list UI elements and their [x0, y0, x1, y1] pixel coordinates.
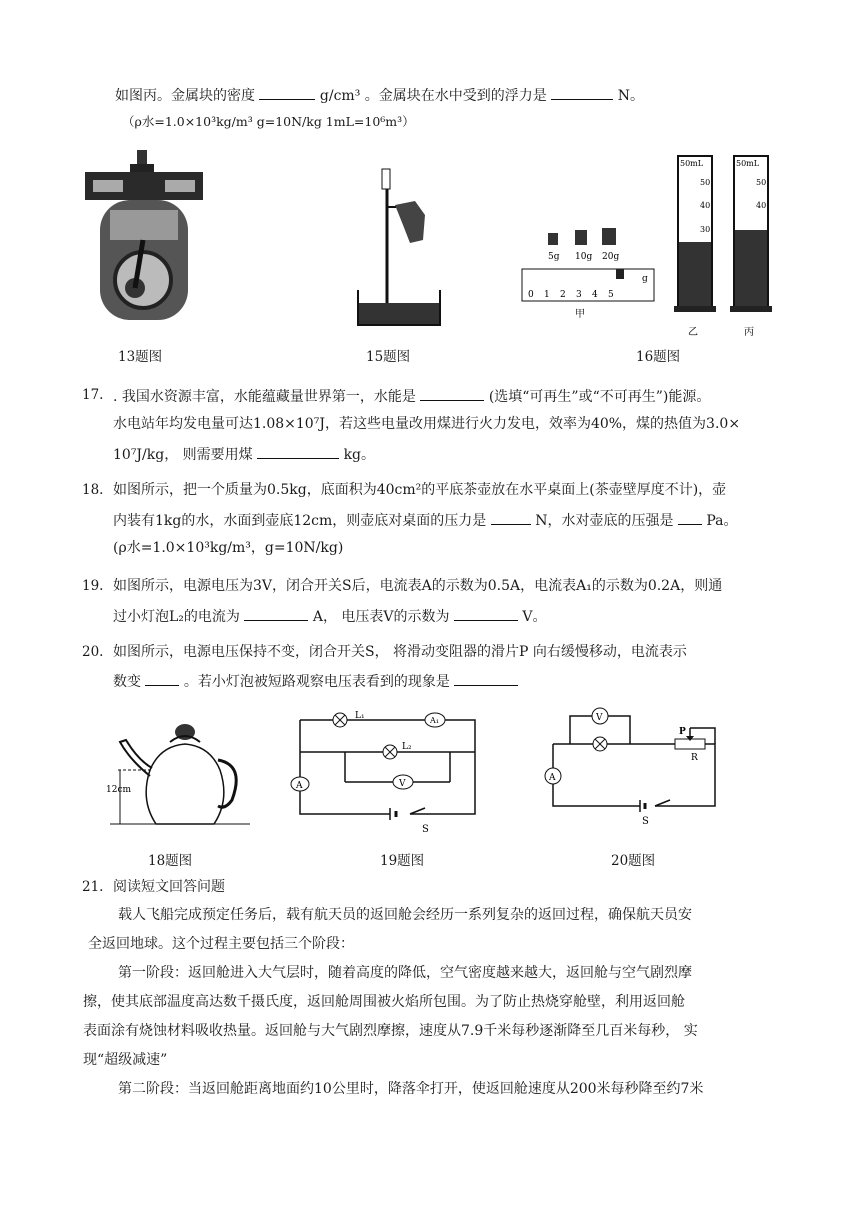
cylinder-label: 50mL — [680, 159, 704, 168]
label-V: V — [399, 779, 406, 789]
text: 10⁷J/kg， 则需要用煤 — [113, 447, 253, 463]
q21-p2b: 擦，使其底部温度高达数千摄氏度，返回舱周围被火焰所包围。为了防止热烧穿舱壁，利用返回舱 — [83, 994, 685, 1010]
text: N。 — [617, 88, 644, 104]
cylinder-mark: 40 — [700, 201, 711, 210]
label-L1: L₁ — [355, 711, 365, 721]
ruler-tick: 1 — [544, 290, 550, 300]
label-S: S — [422, 824, 429, 835]
height-label: 12cm — [106, 785, 132, 795]
label-L2: L₂ — [402, 742, 412, 752]
label-V: V — [596, 713, 603, 723]
text: . 我国水资源丰富，水能蕴藏量世界第一，水能是 — [113, 389, 416, 405]
ruler-tick: 3 — [576, 290, 582, 300]
label-S: S — [642, 816, 649, 827]
label-A: A — [549, 773, 556, 783]
cylinder-mark: 50 — [756, 178, 767, 187]
question-number: 17. — [82, 387, 104, 403]
text: 内装有1kg的水，水面到壶底12cm，则壶底对桌面的压力是 — [113, 513, 487, 529]
q20-line2 — [113, 671, 518, 691]
text: N，水对壶底的压强是 — [535, 513, 674, 529]
answer-blank[interactable] — [491, 510, 531, 525]
text: kg。 — [343, 447, 376, 463]
answer-blank[interactable] — [454, 671, 518, 686]
weight-label: 10g — [575, 252, 593, 262]
q21-p1a: 载人飞船完成预定任务后，载有航天员的返回舱会经历一系列复杂的返回过程，确保航天员安 — [118, 907, 692, 923]
question-number: 21. — [82, 879, 104, 895]
label-P: P — [679, 727, 686, 737]
answer-blank[interactable] — [145, 671, 179, 686]
fig18-teapot-diagram — [106, 710, 250, 835]
q17-line1 — [113, 386, 710, 406]
answer-blank[interactable] — [244, 606, 308, 621]
text: (选填“可再生”或“不可再生”)能源。 — [488, 389, 711, 405]
q21-title: 阅读短文回答问题 — [113, 879, 225, 895]
q21-p2c: 表面涂有烧蚀材料吸收热量。返回舱与大气剧烈摩擦，速度从7.9千米每秒逐渐降至几百米每秒， 实 — [83, 1023, 698, 1039]
answer-blank[interactable] — [551, 85, 613, 100]
text: 。若小灯泡被短路观察电压表看到的现象是 — [183, 674, 450, 690]
cylinder-mark: 50 — [700, 178, 711, 187]
caption-16: 16题图 — [636, 349, 681, 365]
q17-line3 — [113, 444, 375, 464]
fig13-engine-diagram — [85, 150, 205, 335]
q16-line1 — [115, 85, 644, 105]
label-bing: 丙 — [744, 327, 754, 338]
text: 如图丙。金属块的密度 — [115, 88, 255, 104]
q16-constants: （ρ水=1.0×10³kg/m³ g=10N/kg 1mL=10⁶m³） — [122, 114, 415, 129]
question-number: 20. — [82, 644, 104, 660]
weight-label: 20g — [602, 252, 620, 262]
ruler-tick: 4 — [592, 290, 598, 300]
fig16-balance-diagram — [520, 225, 660, 320]
q21-p2d: 现“超级减速” — [83, 1052, 168, 1068]
q18-line2 — [113, 510, 738, 530]
answer-blank[interactable] — [257, 444, 339, 459]
q17-line2: 水电站年均发电量可达1.08×10⁷J，若这些电量改用煤进行火力发电，效率为40%，煤的热值为3.0× — [113, 416, 741, 432]
label-A1: A₁ — [430, 716, 439, 725]
text: Pa。 — [706, 513, 738, 529]
ruler-unit: g — [642, 274, 648, 284]
q20-line1: 如图所示，电源电压保持不变，闭合开关S， 将滑动变阻器的滑片P 向右缓慢移动，电流表示 — [113, 644, 687, 660]
q21-p3a: 第二阶段：当返回舱距离地面约10公里时，降落伞打开，使返回舱速度从200米每秒降至约7米 — [118, 1081, 704, 1097]
answer-blank[interactable] — [259, 85, 315, 100]
question-number: 18. — [82, 482, 104, 498]
text: 过小灯泡L₂的电流为 — [113, 609, 240, 625]
ruler-tick: 0 — [528, 290, 534, 300]
ruler-tick: 5 — [608, 290, 614, 300]
label-A: A — [296, 781, 303, 791]
caption-20: 20题图 — [611, 853, 656, 869]
fig15-stand-diagram — [355, 165, 445, 330]
label-yi: 乙 — [688, 327, 698, 338]
q19-line2 — [113, 606, 547, 626]
caption-18: 18题图 — [148, 853, 193, 869]
text: V。 — [522, 609, 547, 625]
fig16-cylinder-bing — [730, 150, 772, 340]
label-R: R — [691, 753, 698, 763]
ruler-tick: 2 — [560, 290, 566, 300]
cylinder-mark: 30 — [700, 225, 711, 234]
fig19-circuit-diagram — [290, 712, 485, 837]
weight-label: 5g — [548, 252, 560, 262]
caption-15: 15题图 — [366, 349, 411, 365]
answer-blank[interactable] — [454, 606, 518, 621]
q19-line1: 如图所示，电源电压为3V，闭合开关S后，电流表A的示数为0.5A，电流表A₁的示数为0.2A，则通 — [113, 578, 723, 594]
unit: g/cm³ — [319, 88, 361, 104]
text: A， 电压表V的示数为 — [312, 609, 450, 625]
q21-p2a: 第一阶段：返回舱进入大气层时，随着高度的降低，空气密度越来越大，返回舱与空气剧烈摩 — [118, 965, 692, 981]
cylinder-mark: 40 — [756, 201, 767, 210]
q21-p1b: 全返回地球。这个过程主要包括三个阶段： — [88, 936, 354, 952]
cylinder-label: 50mL — [736, 159, 760, 168]
answer-blank[interactable] — [420, 386, 484, 401]
caption-19: 19题图 — [380, 853, 425, 869]
fig16-cylinder-yi — [674, 150, 716, 340]
fig20-circuit-diagram — [545, 706, 725, 831]
caption-13: 13题图 — [118, 349, 163, 365]
text: 数变 — [113, 674, 141, 690]
text: 。金属块在水中受到的浮力是 — [364, 88, 547, 104]
answer-blank[interactable] — [678, 510, 702, 525]
q18-line1: 如图所示，把一个质量为0.5kg，底面积为40cm²的平底茶壶放在水平桌面上(茶壶壁厚度不计)，壶 — [113, 482, 727, 498]
question-number: 19. — [82, 578, 104, 594]
label-jia: 甲 — [575, 309, 585, 320]
q18-line3: (ρ水=1.0×10³kg/m³，g=10N/kg) — [113, 540, 344, 556]
